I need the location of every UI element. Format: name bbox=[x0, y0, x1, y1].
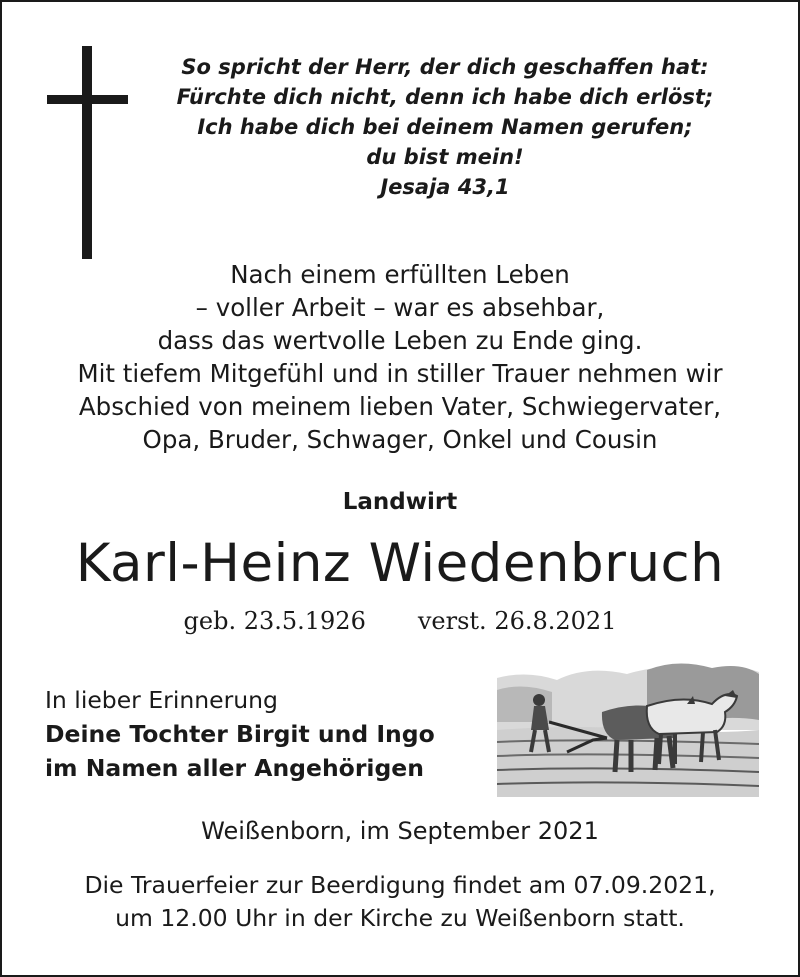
announcement-line: Mit tiefem Mitgefühl und in stiller Trauer nehmen wir bbox=[77, 359, 723, 388]
death-date: verst. 26.8.2021 bbox=[417, 607, 617, 635]
memory-intro: In lieber Erinnerung bbox=[45, 686, 278, 714]
bible-verse bbox=[150, 52, 740, 202]
mourner-names: Deine Tochter Birgit und Ingo bbox=[45, 720, 435, 748]
service-line: Die Trauerfeier zur Beerdigung findet am 07.09.2021, bbox=[84, 871, 716, 899]
verse-line: du bist mein! bbox=[366, 145, 524, 169]
announcement-line: dass das wertvolle Leben zu Ende ging. bbox=[157, 326, 643, 355]
cross-vertical-bar bbox=[82, 46, 92, 259]
announcement-text bbox=[0, 258, 800, 456]
service-line: um 12.00 Uhr in der Kirche zu Weißenborn statt. bbox=[115, 904, 685, 932]
cross-horizontal-bar bbox=[47, 95, 128, 104]
verse-line: Fürchte dich nicht, denn ich habe dich erlöst; bbox=[176, 85, 714, 109]
deceased-name: Karl-Heinz Wiedenbruch bbox=[75, 533, 725, 594]
place-and-date: Weißenborn, im September 2021 bbox=[201, 817, 599, 845]
announcement-line: Nach einem erfüllten Leben bbox=[230, 260, 570, 289]
verse-reference: Jesaja 43,1 bbox=[380, 175, 510, 199]
announcement-line: Opa, Bruder, Schwager, Onkel und Cousin bbox=[142, 425, 658, 454]
announcement-line: – voller Arbeit – war es absehbar, bbox=[195, 293, 605, 322]
verse-line: Ich habe dich bei deinem Namen gerufen; bbox=[197, 115, 693, 139]
birth-date: geb. 23.5.1926 bbox=[183, 607, 366, 635]
horses-plowing-illustration bbox=[497, 660, 759, 797]
life-dates bbox=[0, 604, 800, 638]
verse-line: So spricht der Herr, der dich geschaffen hat: bbox=[181, 55, 709, 79]
profession-label: Landwirt bbox=[342, 489, 458, 515]
announcement-line: Abschied von meinem lieben Vater, Schwiegervater, bbox=[78, 392, 722, 421]
funeral-service-info bbox=[0, 869, 800, 935]
mourner-relatives: im Namen aller Angehörigen bbox=[45, 754, 424, 782]
mourners-block bbox=[45, 683, 485, 785]
